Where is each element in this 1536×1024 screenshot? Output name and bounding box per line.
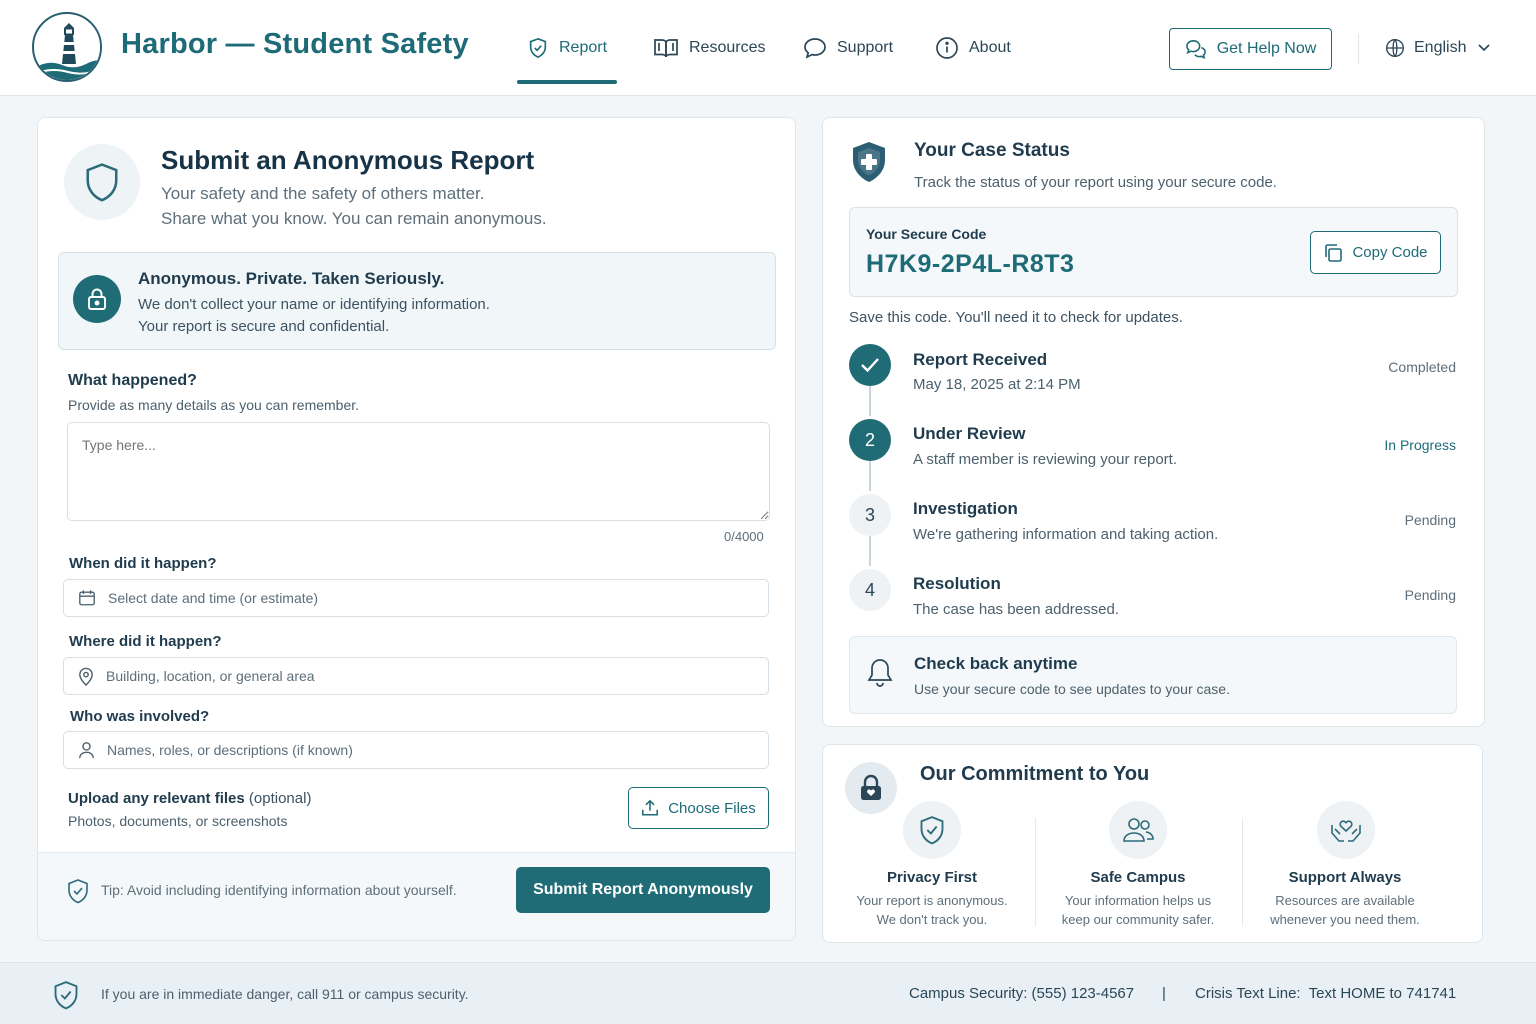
footer-separator: | <box>1162 985 1166 1002</box>
who-placeholder: Names, roles, or descriptions (if known) <box>107 742 353 758</box>
step-1-check-icon <box>849 344 891 386</box>
submit-report-button[interactable]: Submit Report Anonymously <box>516 867 770 913</box>
report-subtitle-1: Your safety and the safety of others matter. <box>161 184 485 203</box>
commitment-title: Our Commitment to You <box>920 763 1150 785</box>
commitment-item-3-desc <box>1242 891 1448 929</box>
case-status-subtitle: Track the status of your report using your secure code. <box>914 174 1277 191</box>
step-3-status: Pending <box>1404 512 1456 528</box>
header-divider <box>1358 34 1359 64</box>
commitment-item-2-line1: Your information helps us <box>1064 893 1212 908</box>
shield-check-icon <box>66 878 90 909</box>
lighthouse-logo-icon[interactable] <box>32 12 102 82</box>
shield-check-icon <box>52 979 80 1016</box>
when-field[interactable] <box>63 579 769 617</box>
step-1-desc: May 18, 2025 at 2:14 PM <box>913 376 1081 393</box>
shield-icon <box>64 144 140 220</box>
privacy-tip: Tip: Avoid including identifying information about yourself. <box>101 882 457 898</box>
check-back-box <box>849 636 1457 714</box>
bell-icon <box>865 657 895 694</box>
copy-code-button[interactable] <box>1310 231 1441 274</box>
choose-files-label: Choose Files <box>668 799 756 817</box>
nav-report[interactable] <box>527 0 607 96</box>
nav-resources[interactable] <box>653 0 765 96</box>
shield-plus-icon <box>849 140 889 189</box>
upload-label: Upload any relevant files <box>68 790 245 807</box>
emergency-footer <box>0 962 1536 1024</box>
when-placeholder: Select date and time (or estimate) <box>108 590 319 606</box>
info-icon <box>935 36 959 60</box>
check-back-title: Check back anytime <box>914 654 1078 673</box>
secure-code-label: Your Secure Code <box>866 226 987 242</box>
when-label: When did it happen? <box>69 555 217 572</box>
upload-label-row <box>68 790 311 807</box>
step-2-status: In Progress <box>1384 437 1456 453</box>
case-status-title: Your Case Status <box>914 140 1070 161</box>
where-field[interactable] <box>63 657 769 695</box>
what-label: What happened? <box>68 372 197 389</box>
where-label: Where did it happen? <box>69 633 222 650</box>
step-3-desc: We're gathering information and taking action. <box>913 526 1219 543</box>
chat-bubbles-icon <box>1185 39 1207 59</box>
save-code-note: Save this code. You'll need it to check for updates. <box>849 309 1183 326</box>
step-4-title: Resolution <box>913 574 1001 593</box>
commitment-item-1-title: Privacy First <box>886 869 978 886</box>
commitment-item-3-line2: whenever you need them. <box>1270 912 1420 927</box>
copy-icon <box>1323 243 1343 263</box>
step-1-title: Report Received <box>913 350 1048 369</box>
copy-code-label: Copy Code <box>1352 244 1428 261</box>
nav-about-label: About <box>969 39 1011 56</box>
campus-security-phone[interactable]: Campus Security: (555) 123-4567 <box>909 985 1135 1002</box>
what-textarea[interactable] <box>67 422 770 521</box>
nav-report-label: Report <box>559 39 608 56</box>
upload-icon <box>641 799 659 817</box>
danger-notice: If you are in immediate danger, call 911 or campus security. <box>101 986 469 1002</box>
step-1-status: Completed <box>1388 359 1456 375</box>
calendar-icon <box>78 589 96 607</box>
step-4-desc: The case has been addressed. <box>913 601 1119 618</box>
commitment-item-2-title: Safe Campus <box>1090 869 1186 886</box>
report-title: Submit an Anonymous Report <box>161 145 535 175</box>
nav-support[interactable] <box>803 0 893 96</box>
heart-hands-icon <box>1317 801 1375 859</box>
step-connector <box>869 386 871 416</box>
where-placeholder: Building, location, or general area <box>106 668 315 684</box>
globe-icon <box>1385 38 1405 58</box>
step-4-status: Pending <box>1404 587 1456 603</box>
commitment-item-1-desc <box>829 891 1035 929</box>
step-3-marker: 3 <box>849 494 891 536</box>
char-counter: 0/4000 <box>724 529 764 544</box>
commitment-item-3-title: Support Always <box>1288 869 1402 886</box>
what-hint: Provide as many details as you can remember. <box>68 397 360 413</box>
step-4-marker: 4 <box>849 569 891 611</box>
book-icon <box>653 37 679 59</box>
chat-bubble-icon <box>803 37 827 59</box>
lock-icon <box>73 275 121 323</box>
top-header <box>0 0 1536 96</box>
step-3-title: Investigation <box>913 499 1018 518</box>
who-field[interactable] <box>63 731 769 769</box>
step-2-desc: A staff member is reviewing your report. <box>913 451 1177 468</box>
upload-hint: Photos, documents, or screenshots <box>68 813 288 829</box>
shield-check-icon <box>903 801 961 859</box>
notice-line-2: Your report is secure and confidential. <box>138 318 390 335</box>
step-connector <box>869 461 871 491</box>
shield-check-icon <box>527 37 549 59</box>
anonymity-notice <box>58 252 776 350</box>
person-icon <box>78 741 95 759</box>
location-pin-icon <box>78 667 94 686</box>
secure-code-value[interactable]: H7K9-2P4L-R8T3 <box>866 250 1075 278</box>
people-icon <box>1109 801 1167 859</box>
chevron-down-icon <box>1478 44 1490 52</box>
get-help-label: Get Help Now <box>1216 40 1317 57</box>
nav-support-label: Support <box>837 39 894 56</box>
notice-title: Anonymous. Private. Taken Seriously. <box>138 269 445 288</box>
nav-about[interactable] <box>935 0 1011 96</box>
who-label: Who was involved? <box>70 708 210 725</box>
lock-heart-icon <box>845 762 897 814</box>
language-label: English <box>1414 39 1467 56</box>
choose-files-button[interactable] <box>628 787 769 829</box>
step-2-marker: 2 <box>849 419 891 461</box>
language-selector[interactable] <box>1385 38 1499 58</box>
commitment-item-3-line1: Resources are available <box>1275 893 1415 908</box>
commitment-item-1-line2: We don't track you. <box>876 912 988 927</box>
notice-line-1: We don't collect your name or identifying information. <box>138 296 490 313</box>
nav-resources-label: Resources <box>689 39 766 56</box>
report-subtitle-2: Share what you know. You can remain anonymous. <box>161 209 547 228</box>
crisis-text-line[interactable]: Crisis Text Line: Text HOME to 741741 <box>1195 985 1457 1002</box>
commitment-item-2-desc <box>1035 891 1241 929</box>
commitment-item-2-line2: keep our community safer. <box>1061 912 1215 927</box>
get-help-button[interactable] <box>1169 28 1332 70</box>
commitment-item-1-line1: Your report is anonymous. <box>856 893 1008 908</box>
brand-title: Harbor — Student Safety <box>121 28 469 60</box>
step-connector <box>869 536 871 566</box>
upload-optional: (optional) <box>248 790 312 807</box>
step-2-title: Under Review <box>913 424 1026 443</box>
check-back-desc: Use your secure code to see updates to your case. <box>914 681 1230 697</box>
